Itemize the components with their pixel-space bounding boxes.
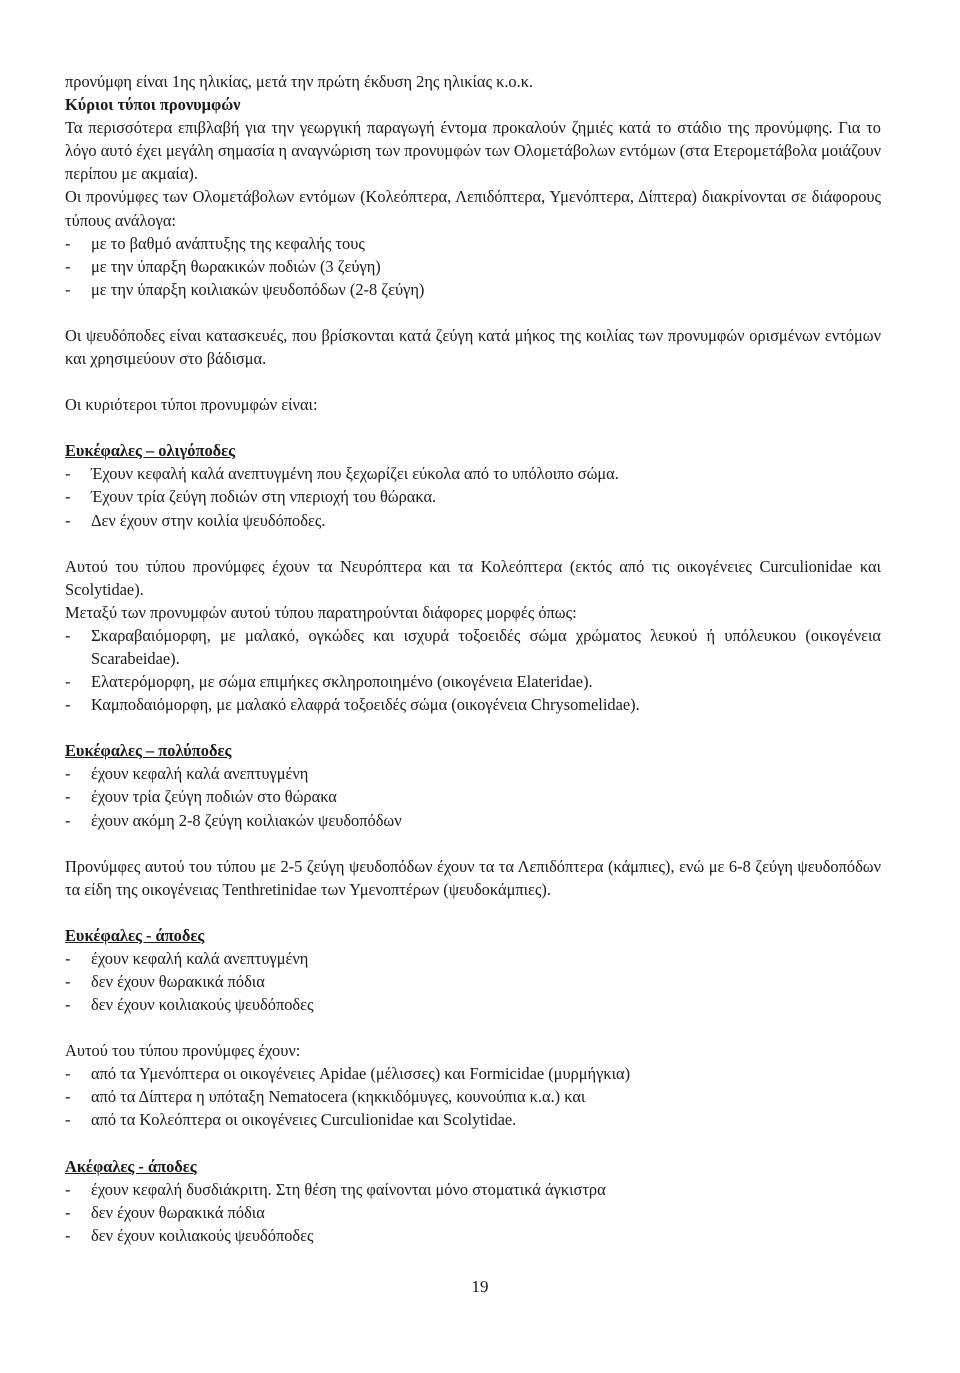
section-heading-main-types: Κύριοι τύποι προνυμφών — [65, 95, 241, 115]
list-item: - έχουν κεφαλή δυσδιάκριτη. Στη θέση της φαίνονται μόνο στοματικά άγκιστρα — [65, 1178, 881, 1201]
heading-eucephalous-oligopod: Ευκέφαλες – ολιγόποδες — [65, 441, 236, 461]
heading-acephalous-apod: Ακέφαλες - άποδες — [65, 1156, 197, 1176]
list-item: - δεν έχουν κοιλιακούς ψευδόποδες — [65, 993, 881, 1016]
intro-line: προνύμφη είναι 1ης ηλικίας, μετά την πρώτη έκδυση 2ης ηλικίας κ.ο.κ. — [65, 72, 534, 91]
list-item: - Δεν έχουν στην κοιλία ψευδόποδες. — [65, 509, 881, 532]
acephalous-apod-traits — [65, 1178, 881, 1247]
heading-eucephalous-polypod: Ευκέφαλες – πολύποδες — [65, 741, 232, 761]
page-content — [65, 70, 881, 1247]
list-item: - από τα Υμενόπτερα οι οικογένειες Apidae (μέλισσες) και Formicidae (μυρμήγκια) — [65, 1062, 881, 1085]
page-number: 19 — [471, 1277, 489, 1296]
intro-paragraph: Τα περισσότερα επιβλαβή για την γεωργική παραγωγή έντομα προκαλούν ζημιές κατά το στάδιο της προνύμφης. Για το λόγο αυτό έχει μεγάλη σημασία η αναγνώριση των προνυμφών των Ολομετάβολων εντόμων (στα Ετερομετάβολα μοιάζουν περίπου με ακμαία). — [65, 118, 881, 184]
oligopod-forms-list — [65, 624, 881, 716]
list-item: - δεν έχουν θωρακικά πόδια — [65, 1201, 881, 1224]
list-item: - με το βαθμό ανάπτυξης της κεφαλής τους — [65, 232, 881, 255]
eucephalous-apod-traits — [65, 947, 881, 1016]
classification-paragraph: Οι προνύμφες των Ολομετάβολων εντόμων (Κολεόπτερα, Λεπιδόπτερα, Υμενόπτερα, Δίπτερα) διακρίνονται σε διάφορους τύπους ανάλογα: — [65, 187, 881, 230]
list-item: - Έχουν κεφαλή καλά ανεπτυγμένη που ξεχωρίζει εύκολα από το υπόλοιπο σώμα. — [65, 462, 881, 485]
list-item: - έχουν ακόμη 2-8 ζεύγη κοιλιακών ψευδοπόδων — [65, 809, 881, 832]
list-item: - με την ύπαρξη κοιλιακών ψευδοπόδων (2-8 ζεύγη) — [65, 278, 881, 301]
list-item: - έχουν κεφαλή καλά ανεπτυγμένη — [65, 762, 881, 785]
eucephalous-polypod-traits — [65, 762, 881, 831]
list-item: - από τα Δίπτερα η υπόταξη Nematocera (κηκκιδόμυγες, κουνούπια κ.α.) και — [65, 1085, 881, 1108]
list-item: - έχουν κεφαλή καλά ανεπτυγμένη — [65, 947, 881, 970]
apod-examples-intro: Αυτού του τύπου προνύμφες έχουν: — [65, 1041, 301, 1061]
pseudopods-paragraph: Οι ψευδόποδες είναι κατασκευές, που βρίσκονται κατά ζεύγη κατά μήκος της κοιλίας των προνυμφών ορισμένων εντόμων και χρησιμεύουν στο βάδισμα. — [65, 325, 881, 369]
list-item: - Καμποδαιόμορφη, με μαλακό ελαφρά τοξοειδές σώμα (οικογένεια Chrysomelidae). — [65, 693, 881, 716]
list-item: - από τα Κολεόπτερα οι οικογένειες Curculionidae και Scolytidae. — [65, 1108, 881, 1131]
list-item: - δεν έχουν θωρακικά πόδια — [65, 970, 881, 993]
oligopod-forms-intro: Μεταξύ των προνυμφών αυτού τύπου παρατηρούνται διάφορες μορφές όπως: — [65, 602, 577, 622]
apod-examples-list — [65, 1062, 881, 1131]
list-item: - με την ύπαρξη θωρακικών ποδιών (3 ζεύγη) — [65, 255, 881, 278]
heading-eucephalous-apod: Ευκέφαλες - άποδες — [65, 925, 205, 945]
list-item: - έχουν τρία ζεύγη ποδιών στο θώρακα — [65, 785, 881, 808]
list-item: - δεν έχουν κοιλιακούς ψευδόποδες — [65, 1224, 881, 1247]
oligopod-orders-paragraph: Αυτού του τύπου προνύμφες έχουν τα Νευρόπτερα και τα Κολεόπτερα (εκτός από τις οικογένειες Curculionidae και Scolytidae). — [65, 556, 881, 599]
classification-criteria-list — [65, 232, 881, 301]
list-item: - Έχουν τρία ζεύγη ποδιών στη νπεριοχή του θώρακα. — [65, 485, 881, 508]
list-item: - Σκαραβαιόμορφη, με μαλακό, ογκώδες και ισχυρά τοξοειδές σώμα χρώματος λευκού ή υπόλευκου (οικογένεια Scarabeidae). — [65, 624, 881, 670]
eucephalous-oligopod-traits — [65, 462, 881, 531]
polypod-paragraph: Προνύμφες αυτού του τύπου με 2-5 ζεύγη ψευδοπόδων έχουν τα τα Λεπιδόπτερα (κάμπιες), ενώ με 6-8 ζεύγη ψευδοπόδων τα είδη της οικογένειας Tenthretinidae των Υμενοπτέρων (ψευδοκάμπιες). — [65, 856, 881, 899]
list-item: - Ελατερόμορφη, με σώμα επιμήκες σκληροποιημένο (οικογένεια Elateridae). — [65, 670, 881, 693]
main-types-line: Οι κυριότεροι τύποι προνυμφών είναι: — [65, 395, 318, 415]
